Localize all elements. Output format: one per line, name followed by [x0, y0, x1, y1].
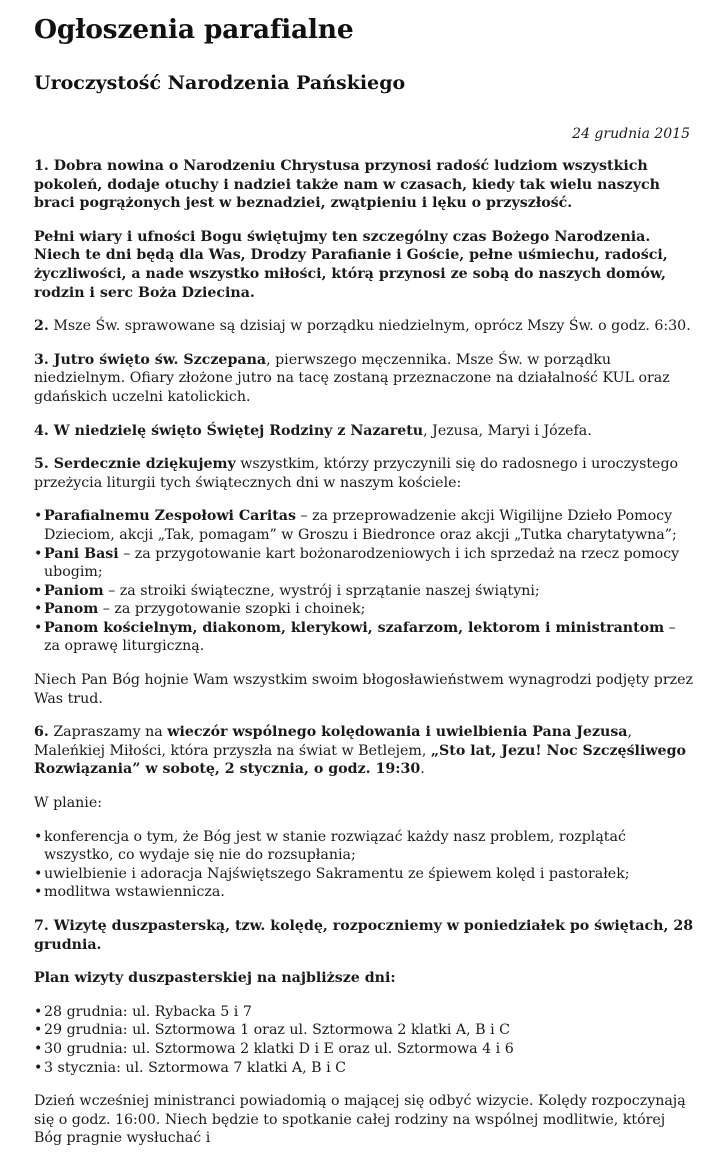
announcement-6-event-date: „Sto lat, Jezu! Noc Szczęśliwego Rozwiązania” w sobotę, 2 stycznia, o godz. 19:30	[34, 742, 686, 778]
announcement-5	[34, 455, 694, 492]
list-item	[34, 545, 694, 582]
thanks-reason: – za przygotowanie szopki i choinek;	[98, 601, 366, 618]
thanks-recipient: Pani Basi	[44, 545, 119, 562]
announcement-1	[34, 157, 694, 213]
announcement-2-number: 2.	[34, 318, 49, 335]
list-item: • uwielbienie i adoracja Najświętszego Sakramentu ze śpiewem kolęd i pastorałek;	[34, 865, 694, 884]
announcement-6-event: wieczór wspólnego kolędowania i uwielbienia Pana Jezusa	[167, 724, 628, 741]
visits-list	[34, 1003, 694, 1077]
announcement-5-text: wszystkim, którzy przyczynili się do radosnego i uroczystego przeżycia liturgii tych świątecznych dni w naszym kościele:	[34, 456, 679, 491]
thanks-recipient: Panom	[44, 601, 99, 618]
announcement-3-text: , pierwszego męczennika. Msze Św. w porządku niedzielnym. Ofiary złożone jutro na tacę zostaną przeznaczone na działalność KUL oraz gdańskich uczelni katolickich.	[34, 351, 670, 405]
visits-label	[34, 969, 694, 988]
list-item: • 29 grudnia: ul. Sztormowa 1 oraz ul. Sztormowa 2 klatki A, B i C	[34, 1021, 694, 1040]
announcement-6-text: Zapraszamy na	[48, 724, 168, 741]
thanks-recipient: Panom kościelnym, diakonom, klerykowi, szafarzom, lektorom i ministrantom	[44, 619, 665, 636]
announcement-2	[34, 317, 694, 336]
list-item	[34, 507, 694, 544]
announcement-date: 24 grudnia 2015	[572, 126, 690, 142]
announcement-6-number: 6.	[34, 724, 49, 741]
thanks-reason: – za przeprowadzenie akcji Wigilijne Dzieło Pomocy Dzieciom, akcji „Tak, pomagam” w Groszu i Biedronce oraz akcji „Tutka charytatywna”;	[44, 508, 677, 543]
announcement-8: Dzień wcześniej ministranci powiadomią o mającej się odbyć wizycie. Kolędy rozpoczynają się o godz. 16:00. Niech będzie to spotkanie całej rodziny na wspólnej modlitwie, której Bóg pragnie wysłuchać i	[34, 1093, 686, 1147]
announcement-7	[34, 917, 694, 954]
plan-list	[34, 828, 694, 902]
list-item	[34, 600, 694, 619]
thanks-reason: – za przygotowanie kart bożonarodzeniowych i ich sprzedaż na rzecz pomocy ubogim;	[44, 545, 680, 581]
announcements-body	[34, 157, 694, 1163]
announcement-4-heading: 4. W niedzielę święto Świętej Rodziny z Nazaretu	[34, 422, 424, 439]
page-subtitle: Uroczystość Narodzenia Pańskiego	[34, 72, 406, 94]
list-item	[34, 619, 694, 656]
list-item: • 30 grudnia: ul. Sztormowa 2 klatki D i E oraz ul. Sztormowa 4 i 6	[34, 1040, 694, 1059]
page-title: Ogłoszenia parafialne	[34, 14, 354, 45]
announcement-7-text: 7. Wizytę duszpasterską, tzw. kolędę, rozpoczniemy w poniedziałek po świętach, 28 grudnia.	[34, 918, 694, 953]
announcement-1-wishes-text: Pełni wiary i ufności Bogu świętujmy ten szczególny czas Bożego Narodzenia. Niech te dni będą dla Was, Drodzy Parafianie i Goście, pełne uśmiechu, radości, życzliwości, a nade wszystko miłości, którą przynosi ze sobą do naszych domów, rodzin i serc Boża Dziecina.	[34, 228, 668, 301]
announcement-6	[34, 723, 694, 779]
announcement-1-text: 1. Dobra nowina o Narodzeniu Chrystusa przynosi radość ludziom wszystkich pokoleń, dodaje otuchy i nadziei także nam w czasach, kiedy tak wielu naszych braci pogrążonych jest w beznadziei, zwątpieniu i lęku o przyszłość.	[34, 158, 660, 212]
list-item: • 3 stycznia: ul. Sztormowa 7 klatki A, B i C	[34, 1059, 694, 1078]
thanks-recipient: Paniom	[44, 582, 104, 599]
list-item: • konferencja o tym, że Bóg jest w stanie rozwiązać każdy nasz problem, rozplątać wszystko, co wydaje się nie do rozsupłania;	[34, 828, 694, 865]
list-item	[34, 582, 694, 601]
visits-label-text: Plan wizyty duszpasterskiej na najbliższe dni:	[34, 970, 396, 987]
announcement-4	[34, 422, 694, 441]
announcement-4-text: , Jezusa, Maryi i Józefa.	[423, 422, 592, 439]
announcement-5-heading: 5. Serdecznie dziękujemy	[34, 456, 236, 473]
list-item: • 28 grudnia: ul. Rybacka 5 i 7	[34, 1003, 694, 1022]
announcement-5-blessing: Niech Pan Bóg hojnie Wam wszystkim swoim błogosławieństwem wynagrodzi podjęty przez Was trud.	[34, 672, 693, 707]
announcement-1-wishes	[34, 228, 694, 302]
thanks-reason: – za oprawę liturgiczną.	[44, 619, 676, 655]
plan-label: W planie:	[34, 795, 103, 812]
announcement-3	[34, 351, 694, 407]
announcement-6-text: .	[420, 761, 425, 778]
thanks-list	[34, 507, 694, 656]
thanks-reason: – za stroiki świąteczne, wystrój i sprzątanie naszej świątyni;	[103, 582, 540, 599]
list-item: • modlitwa wstawiennicza.	[34, 883, 694, 902]
announcement-6-text: , Maleńkiej Miłości, która przyszła na świat w Betlejem,	[34, 724, 633, 759]
announcement-2-text: Msze Św. sprawowane są dzisiaj w porządku niedzielnym, oprócz Mszy Św. o godz. 6:30.	[48, 318, 691, 335]
announcement-3-heading: 3. Jutro święto św. Szczepana	[34, 351, 267, 368]
thanks-recipient: Parafialnemu Zespołowi Caritas	[44, 508, 296, 525]
